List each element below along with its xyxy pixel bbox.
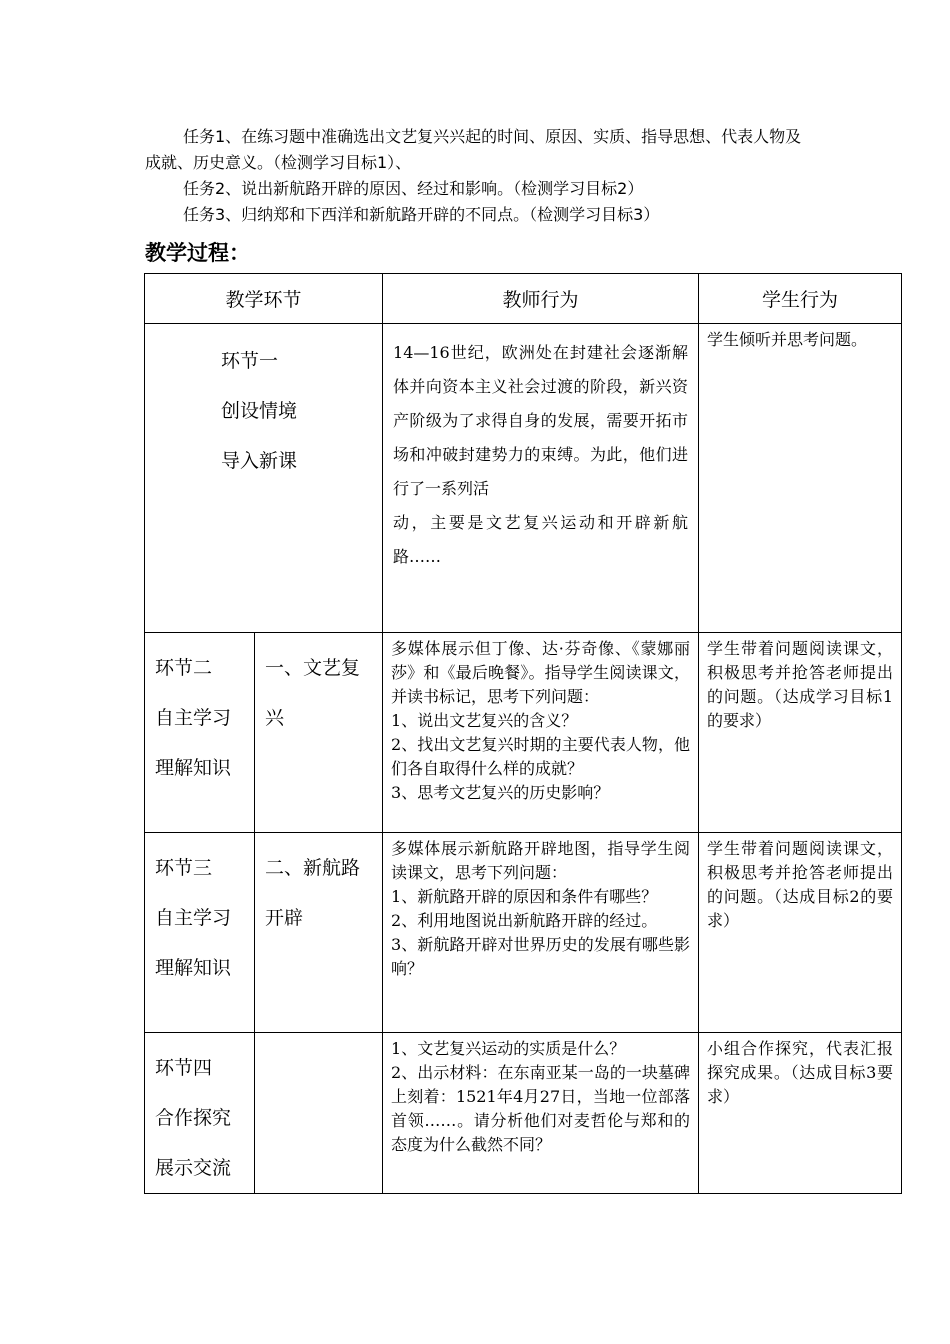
stage-line: 合作探究 — [155, 1107, 232, 1129]
teacher-cell: 多媒体展示但丁像、达·芬奇像、《蒙娜丽莎》和《最后晚餐》。指导学生阅读课文，并读书标记，思考下列问题： 1、说出文艺复兴的含义？ 2、找出文艺复兴时期的主要代表人物，他们各自取得什么样的成就？ 3、思考文艺复兴的历史影响？ — [383, 633, 699, 833]
topic-cell: 一、文艺复兴 — [255, 633, 383, 833]
teacher-cell: 多媒体展示新航路开辟地图，指导学生阅读课文，思考下列问题： 1、新航路开辟的原因和条件有哪些？ 2、利用地图说出新航路开辟的经过。 3、新航路开辟对世界历史的发展有哪些影响？ — [383, 833, 699, 1033]
stage-line: 理解知识 — [155, 757, 232, 779]
task-list — [145, 124, 805, 228]
stage-line: 自主学习 — [155, 707, 232, 729]
teacher-cell: 1、文艺复兴运动的实质是什么？ 2、出示材料：在东南亚某一岛的一块墓碑上刻着：1521年4月27日，当地一位部落首领……。请分析他们对麦哲伦与郑和的态度为什么截然不同？ — [383, 1033, 699, 1194]
stage-line: 环节四 — [155, 1057, 213, 1079]
stage-line: 理解知识 — [155, 957, 232, 979]
stage-line: 创设情境 — [221, 400, 298, 422]
student-cell: 学生倾听并思考问题。 — [699, 324, 902, 633]
task-3: 任务3、归纳郑和下西洋和新航路开辟的不同点。（检测学习目标3） — [183, 205, 660, 224]
teacher-text: 动，主要是文艺复兴运动和开辟新航路…… — [393, 513, 689, 566]
student-cell: 学生带着问题阅读课文，积极思考并抢答老师提出的问题。（达成学习目标1的要求） — [699, 633, 902, 833]
stage-line: 环节二 — [155, 657, 213, 679]
teaching-process-table — [144, 273, 902, 1194]
stage-line: 环节一 — [221, 350, 279, 372]
stage-cell — [145, 324, 383, 633]
stage-line: 导入新课 — [221, 450, 298, 472]
header-teacher: 教师行为 — [383, 274, 699, 324]
table-row — [145, 633, 902, 833]
student-cell: 学生带着问题阅读课文，积极思考并抢答老师提出的问题。（达成目标2的要求） — [699, 833, 902, 1033]
header-student: 学生行为 — [699, 274, 902, 324]
student-cell: 小组合作探究，代表汇报探究成果。（达成目标3要求） — [699, 1033, 902, 1194]
topic-cell — [255, 1033, 383, 1194]
topic-cell: 二、新航路开辟 — [255, 833, 383, 1033]
section-heading: 教学过程： — [145, 241, 250, 265]
table-row — [145, 1033, 902, 1194]
stage-line: 自主学习 — [155, 907, 232, 929]
stage-cell — [145, 1033, 255, 1194]
table-header-row — [145, 274, 902, 324]
table-row — [145, 324, 902, 633]
table-row — [145, 833, 902, 1033]
task-2: 任务2、说出新航路开辟的原因、经过和影响。（检测学习目标2） — [183, 179, 644, 198]
teacher-text: 14—16世纪，欧洲处在封建社会逐渐解体并向资本主义社会过渡的阶段，新兴资产阶级为了求得自身的发展，需要开拓市场和冲破封建势力的束缚。为此，他们进行了一系列活 — [393, 343, 689, 498]
teacher-cell — [383, 324, 699, 633]
stage-cell — [145, 833, 255, 1033]
header-stage: 教学环节 — [145, 274, 383, 324]
stage-line: 环节三 — [155, 857, 213, 879]
task-1: 任务1、在练习题中准确选出文艺复兴兴起的时间、原因、实质、指导思想、代表人物及成就、历史意义。（检测学习目标1）、 — [145, 127, 802, 172]
stage-cell — [145, 633, 255, 833]
stage-line: 展示交流 — [155, 1157, 232, 1179]
